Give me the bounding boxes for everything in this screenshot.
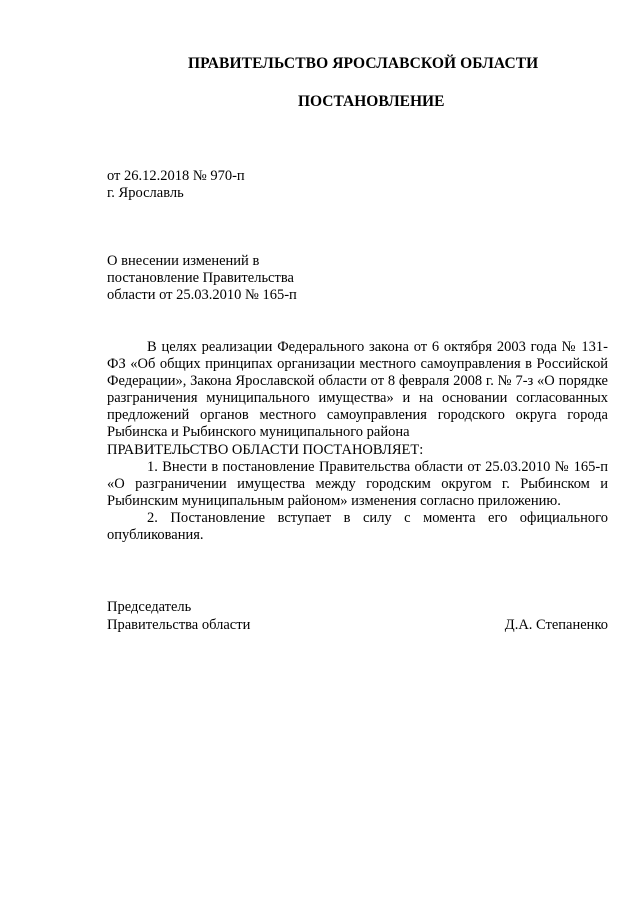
signature-block bbox=[107, 598, 608, 634]
government-title: ПРАВИТЕЛЬСТВО ЯРОСЛАВСКОЙ ОБЛАСТИ bbox=[188, 55, 539, 72]
date-number: от 26.12.2018 № 970-п bbox=[107, 168, 245, 184]
subject-line-3: области от 25.03.2010 № 165-п bbox=[107, 287, 297, 303]
subject-line-1: О внесении изменений в bbox=[107, 253, 260, 269]
resolves-line: ПРАВИТЕЛЬСТВО ОБЛАСТИ ПОСТАНОВЛЯЕТ: bbox=[107, 441, 424, 458]
resolution-item-1: 1. Внести в постановление Правительства области от 25.03.2010 № 165-п «О разграничении имущества между городским округом г. Рыбинском и Рыбинским муниципальным районом» изменения согласно приложению. bbox=[107, 458, 608, 509]
signer-name: Д.А. Степаненко bbox=[504, 617, 608, 633]
signer-position-line-1: Председатель bbox=[107, 599, 192, 615]
resolution-item-2: 2. Постановление вступает в силу с момента его официального опубликования. bbox=[107, 509, 608, 544]
city: г. Ярославль bbox=[107, 185, 184, 201]
document-body bbox=[107, 339, 608, 544]
preamble-paragraph: В целях реализации Федерального закона от 6 октября 2003 года № 131-ФЗ «Об общих принципах организации местного самоуправления в Российской Федерации», Закона Ярославской области от 8 февраля 2008 г. № 7-з «О порядке разграничения муниципального имущества» и на основании согласованных предложений органов местного самоуправления городского округа города Рыбинска и Рыбинского муниципального района bbox=[107, 339, 608, 441]
document-type-title: ПОСТАНОВЛЕНИЕ bbox=[298, 93, 445, 110]
subject-line-2: постановление Правительства bbox=[107, 270, 294, 286]
document-subject bbox=[107, 253, 297, 304]
signer-position-line-2: Правительства области bbox=[107, 617, 251, 633]
document-meta bbox=[107, 168, 245, 202]
